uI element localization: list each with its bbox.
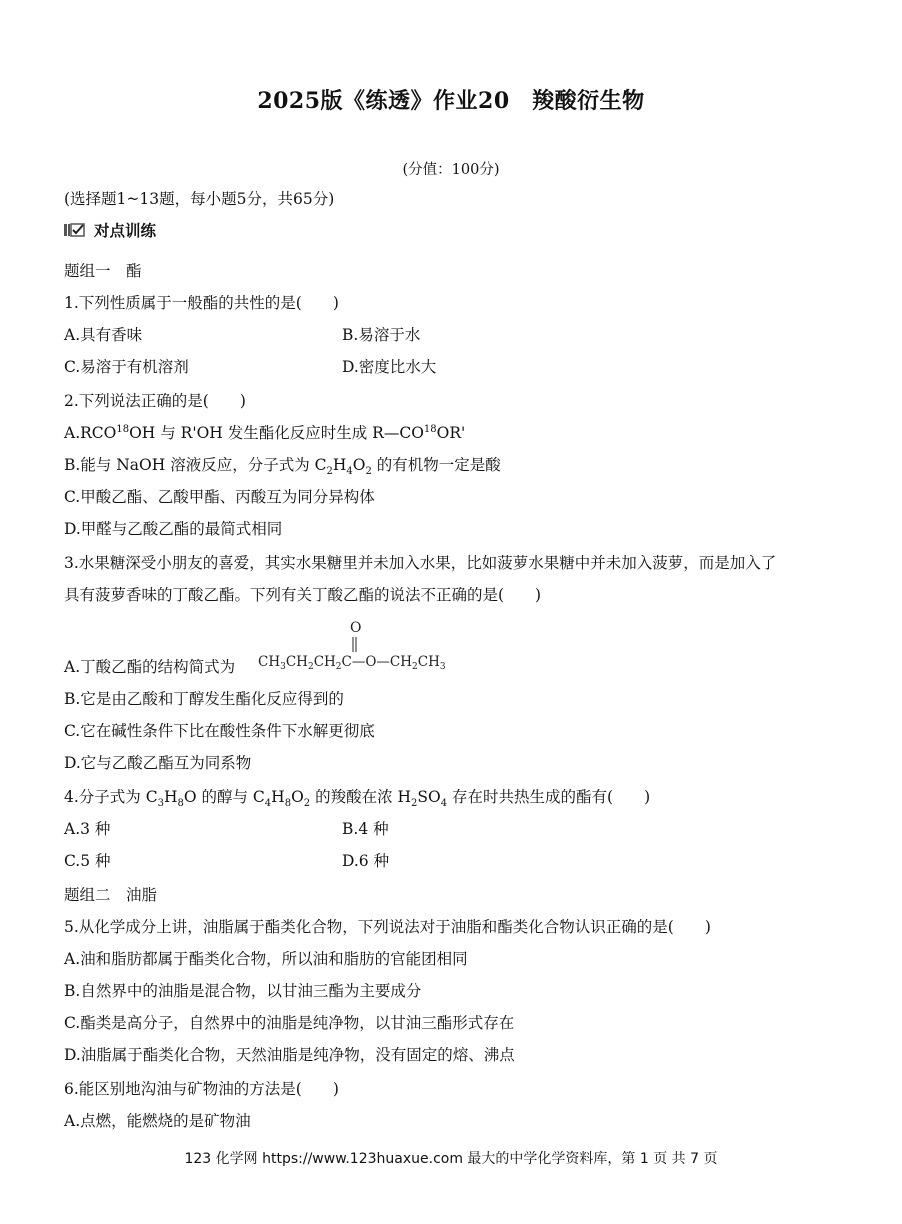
q3-stem-line2: 具有菠萝香味的丁酸乙酯。下列有关丁酸乙酯的说法不正确的是( ) [64, 586, 542, 604]
section-label: 对点训练 [94, 221, 157, 240]
score-note: (分值：100分) [402, 162, 500, 178]
q5-option-a: A.油和脂肪都属于酯类化合物，所以油和脂肪的官能团相同 [64, 950, 468, 968]
svg-text:O: O [350, 620, 362, 636]
q6-stem: 6.能区别地沟油与矿物油的方法是( ) [64, 1080, 339, 1098]
q4-stem: 4.分子式为 $C_3H_8O$ 的醇与 $C_4H_8O_2$ 的羧酸在浓 $H_2SO_4$ 存在时共热生成的酯有( ) [64, 788, 651, 810]
q2-option-c: C.甲酸乙酯、乙酸甲酯、丙酸互为同分异构体 [64, 488, 375, 506]
q3-option-d: D.它与乙酸乙酯互为同系物 [64, 754, 252, 772]
page-title: 2025版《练透》作业20 羧酸衍生物 [257, 88, 645, 114]
q3-option-a: A.丁酸乙酯的结构简式为 [64, 658, 236, 676]
q3-option-b: B.它是由乙酸和丁醇发生酯化反应得到的 [64, 690, 344, 708]
q4-option-b: B.4 种 [342, 820, 389, 838]
q5-option-d: D.油脂属于酯类化合物，天然油脂是纯净物，没有固定的熔、沸点 [64, 1046, 515, 1064]
q2-option-d: D.甲醛与乙酸乙酯的最简式相同 [64, 520, 283, 538]
q3-option-c: C.它在碱性条件下比在酸性条件下水解更彻底 [64, 722, 375, 740]
q2-stem: 2.下列说法正确的是( ) [64, 392, 246, 410]
page-footer: 123 化学网 https://www.123huaxue.com 最大的中学化学资料库，第 1 页 共 7 页 [184, 1151, 718, 1167]
q5-option-c: C.酯类是高分子，自然界中的油脂是纯净物，以甘油三酯形式存在 [64, 1014, 515, 1032]
structural-formula [258, 616, 468, 676]
svg-text:CH3CH2CH2C—O—CH2CH3: $CH_3CH_2CH_2C—O—CH_2CH_3$ [258, 654, 446, 672]
q1-stem: 1.下列性质属于一般酯的共性的是( ) [64, 294, 339, 312]
q2-option-b: B.能与 NaOH 溶液反应，分子式为 $C_2H_4O_2$ 的有机物一定是酸 [64, 456, 501, 478]
q5-stem: 5.从化学成分上讲，油脂属于酯类化合物，下列说法对于油脂和酯类化合物认识正确的是( ) [64, 918, 711, 936]
section-heading [64, 220, 156, 242]
q1-option-c: C.易溶于有机溶剂 [64, 358, 189, 376]
intro-note: (选择题1~13题，每小题5分，共65分) [64, 190, 335, 208]
checkmark-icon [64, 223, 86, 237]
q1-option-d: D.密度比水大 [342, 358, 437, 376]
q3-stem-line1: 3.水果糖深受小朋友的喜爱，其实水果糖里并未加入水果，比如菠萝水果糖中并未加入菠萝，而是加入了 [64, 554, 777, 572]
q2-option-a: A.RCO$^{18}$OH 与 R'OH 发生酯化反应时生成 R—CO$^{18}$OR' [64, 423, 466, 442]
q4-option-c: C.5 种 [64, 852, 111, 870]
q5-option-b: B.自然界中的油脂是混合物，以甘油三酯为主要成分 [64, 982, 422, 1000]
group2-heading: 题组二 油脂 [64, 886, 158, 904]
q4-option-d: D.6 种 [342, 852, 390, 870]
group1-heading: 题组一 酯 [64, 262, 142, 280]
q1-option-a: A.具有香味 [64, 326, 143, 344]
q1-option-b: B.易溶于水 [342, 326, 421, 344]
q4-option-a: A.3 种 [64, 820, 111, 838]
q6-option-a: A.点燃，能燃烧的是矿物油 [64, 1112, 251, 1130]
